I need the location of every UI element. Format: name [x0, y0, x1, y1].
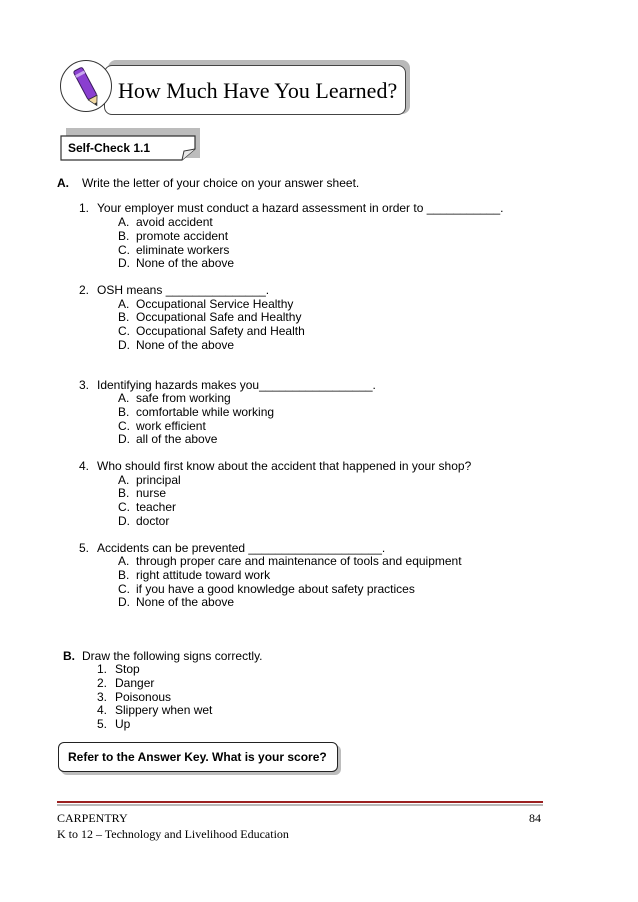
list-item: Poisonous	[115, 690, 172, 704]
option-text: Occupational Safe and Healthy	[136, 310, 302, 324]
option-text: Occupational Service Healthy	[136, 297, 294, 311]
option-letter: A.	[118, 391, 130, 405]
option-text: work efficient	[136, 419, 206, 433]
option-letter: D.	[118, 338, 130, 352]
footer-program: K to 12 – Technology and Livelihood Education	[57, 827, 289, 841]
pen-badge	[60, 60, 112, 112]
option-text: right attitude toward work	[136, 568, 271, 582]
list-item: Stop	[115, 662, 140, 676]
question-number: 5.	[79, 541, 90, 555]
option-text: principal	[136, 473, 181, 487]
option-letter: D.	[118, 432, 130, 446]
option-text: doctor	[136, 514, 170, 528]
question-number: 3.	[79, 378, 90, 392]
list-item-number: 4.	[97, 703, 108, 717]
option-letter: C.	[118, 243, 130, 257]
option-letter: A.	[118, 297, 130, 311]
page-title: How Much Have You Learned?	[118, 78, 398, 103]
list-item-number: 5.	[97, 717, 108, 731]
question-text: Identifying hazards makes you_________________.	[97, 378, 376, 392]
list-item-number: 2.	[97, 676, 108, 690]
option-text: None of the above	[136, 338, 235, 352]
page-number: 84	[529, 811, 541, 825]
option-text: if you have a good knowledge about safety practices	[136, 582, 415, 596]
score-prompt: Refer to the Answer Key. What is your score?	[68, 750, 327, 764]
footer-rule-shadow	[57, 804, 543, 806]
option-text: Occupational Safety and Health	[136, 324, 305, 338]
option-text: eliminate workers	[136, 243, 230, 257]
part-a-letter: A.	[57, 176, 69, 190]
option-letter: C.	[118, 324, 130, 338]
option-text: all of the above	[136, 432, 218, 446]
footer-subject: CARPENTRY	[57, 811, 128, 825]
option-letter: D.	[118, 256, 130, 270]
option-text: avoid accident	[136, 215, 213, 229]
option-letter: A.	[118, 215, 130, 229]
option-letter: A.	[118, 473, 130, 487]
list-item: Up	[115, 717, 131, 731]
list-item-number: 1.	[97, 662, 108, 676]
option-letter: D.	[118, 595, 130, 609]
option-text: promote accident	[136, 229, 229, 243]
question-number: 4.	[79, 459, 90, 473]
list-item: Slippery when wet	[115, 703, 213, 717]
list-item-number: 3.	[97, 690, 108, 704]
question-number: 1.	[79, 201, 90, 215]
question-text: Your employer must conduct a hazard assessment in order to ___________.	[97, 201, 504, 215]
option-text: teacher	[136, 500, 177, 514]
question-text: Who should first know about the accident that happened in your shop?	[97, 459, 472, 473]
option-letter: B.	[118, 486, 130, 500]
option-letter: B.	[118, 405, 130, 419]
option-text: None of the above	[136, 256, 235, 270]
question-number: 2.	[79, 283, 90, 297]
part-a-instruction: Write the letter of your choice on your answer sheet.	[82, 176, 360, 190]
part-b-instruction: Draw the following signs correctly.	[82, 649, 263, 663]
footer-rule	[57, 801, 543, 803]
part-b-letter: B.	[63, 649, 75, 663]
option-text: comfortable while working	[136, 405, 275, 419]
option-text: through proper care and maintenance of tools and equipment	[136, 554, 462, 568]
self-check-label: Self-Check 1.1	[68, 141, 151, 155]
option-text: safe from working	[136, 391, 231, 405]
question-text: OSH means _______________.	[97, 283, 270, 297]
option-letter: C.	[118, 500, 130, 514]
question-text: Accidents can be prevented ____________________.	[97, 541, 386, 555]
option-letter: C.	[118, 419, 130, 433]
option-letter: C.	[118, 582, 130, 596]
option-letter: B.	[118, 310, 130, 324]
option-letter: A.	[118, 554, 130, 568]
pen-icon	[61, 61, 113, 113]
list-item: Danger	[115, 676, 155, 690]
option-letter: B.	[118, 568, 130, 582]
option-letter: D.	[118, 514, 130, 528]
option-text: nurse	[136, 486, 167, 500]
option-text: None of the above	[136, 595, 235, 609]
option-letter: B.	[118, 229, 130, 243]
